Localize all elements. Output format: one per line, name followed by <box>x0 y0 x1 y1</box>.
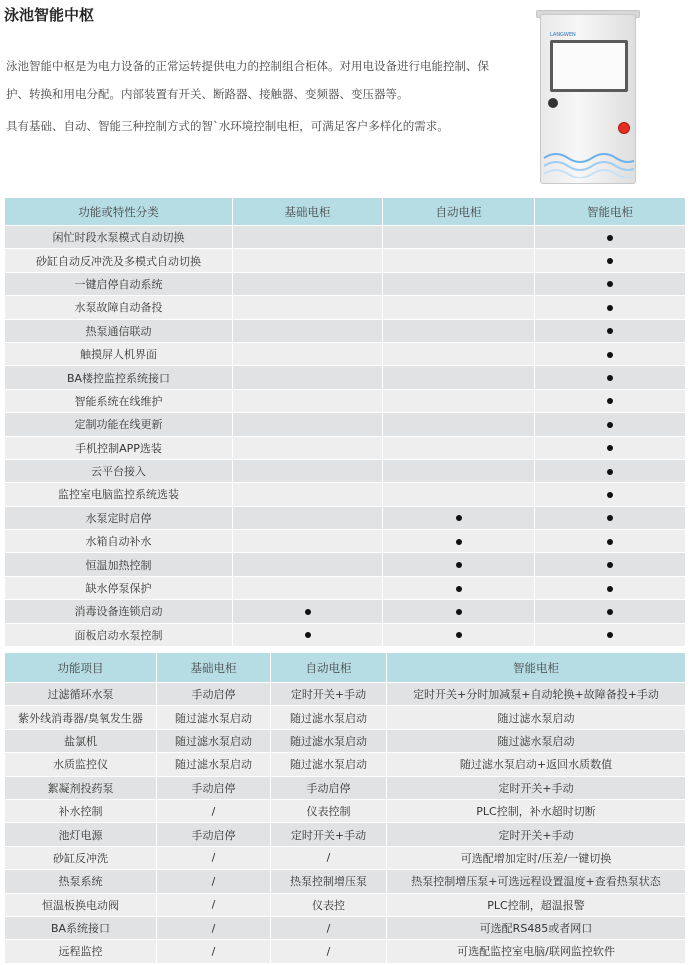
table-row <box>5 319 686 342</box>
emergency-stop-icon <box>618 122 630 134</box>
cell-auto: / <box>271 940 387 963</box>
cell-basic <box>233 249 383 272</box>
table-row <box>5 600 686 623</box>
cell-smart: 可选配监控室电脑/联网监控软件 <box>387 940 686 963</box>
function-name: 絮凝剂投药泵 <box>5 776 157 799</box>
table-row <box>5 776 686 799</box>
cell-auto <box>383 506 535 529</box>
table-row <box>5 870 686 893</box>
table-row <box>5 846 686 869</box>
cell-basic <box>233 576 383 599</box>
feature-name: 云平台接入 <box>5 459 233 482</box>
cell-smart <box>535 553 686 576</box>
table-row <box>5 753 686 776</box>
cell-basic: / <box>157 870 271 893</box>
cell-auto <box>383 623 535 646</box>
cell-basic <box>233 483 383 506</box>
bullet-icon <box>607 305 613 311</box>
table-row <box>5 683 686 706</box>
cell-auto: 仪表控 <box>271 893 387 916</box>
cell-basic: / <box>157 940 271 963</box>
bullet-icon <box>607 586 613 592</box>
cell-basic <box>233 436 383 459</box>
cell-smart <box>535 272 686 295</box>
cell-smart: 可选配RS485或者网口 <box>387 916 686 939</box>
table-row <box>5 553 686 576</box>
feature-name: 面板启动水泵控制 <box>5 623 233 646</box>
cell-auto: 随过滤水泵启动 <box>271 753 387 776</box>
cell-smart: 随过滤水泵启动+返回水质数值 <box>387 753 686 776</box>
control-cabinet-image <box>536 10 640 185</box>
function-name: 水质监控仪 <box>5 753 157 776</box>
function-detail-table <box>4 652 686 964</box>
cell-smart <box>535 249 686 272</box>
cell-basic <box>233 459 383 482</box>
table-row <box>5 940 686 963</box>
feature-name: 水箱自动补水 <box>5 530 233 553</box>
bullet-icon <box>607 609 613 615</box>
page-title: 泳池智能中枢 <box>4 6 95 24</box>
cell-smart: 随过滤水泵启动 <box>387 729 686 752</box>
touchscreen-icon <box>550 40 628 92</box>
table-row <box>5 799 686 822</box>
cell-basic: 随过滤水泵启动 <box>157 753 271 776</box>
cell-smart: 定时开关+手动 <box>387 776 686 799</box>
header-feature: 功能或特性分类 <box>5 198 233 226</box>
cell-basic: 随过滤水泵启动 <box>157 706 271 729</box>
function-name: 热泵系统 <box>5 870 157 893</box>
table-row <box>5 342 686 365</box>
table-row <box>5 893 686 916</box>
function-name: 池灯电源 <box>5 823 157 846</box>
intro-text <box>6 52 506 144</box>
cell-auto <box>383 576 535 599</box>
feature-name: 砂缸自动反冲洗及多模式自动切换 <box>5 249 233 272</box>
cell-basic: 手动启停 <box>157 823 271 846</box>
header-auto: 自动电柜 <box>383 198 535 226</box>
function-name: 盐氯机 <box>5 729 157 752</box>
function-name: 紫外线消毒器/臭氧发生器 <box>5 706 157 729</box>
bullet-icon <box>305 609 311 615</box>
cell-basic <box>233 413 383 436</box>
cell-basic <box>233 272 383 295</box>
cell-auto <box>383 413 535 436</box>
table-row <box>5 823 686 846</box>
cell-basic: / <box>157 893 271 916</box>
cell-basic <box>233 296 383 319</box>
cell-basic <box>233 553 383 576</box>
table-row <box>5 483 686 506</box>
feature-name: 水泵定时启停 <box>5 506 233 529</box>
table-row <box>5 506 686 529</box>
table-row <box>5 706 686 729</box>
table-row <box>5 413 686 436</box>
table-row <box>5 916 686 939</box>
bullet-icon <box>607 632 613 638</box>
cell-auto <box>383 366 535 389</box>
cell-auto <box>383 272 535 295</box>
table-row <box>5 729 686 752</box>
feature-name: 智能系统在线维护 <box>5 389 233 412</box>
bullet-icon <box>607 398 613 404</box>
cell-auto <box>383 389 535 412</box>
cell-smart: 定时开关+手动 <box>387 823 686 846</box>
feature-comparison-table <box>4 197 686 647</box>
table-row <box>5 459 686 482</box>
bullet-icon <box>607 352 613 358</box>
function-name: BA系统接口 <box>5 916 157 939</box>
cell-basic: 手动启停 <box>157 683 271 706</box>
cell-basic <box>233 506 383 529</box>
cell-basic: 随过滤水泵启动 <box>157 729 271 752</box>
cell-smart <box>535 436 686 459</box>
cell-auto: 随过滤水泵启动 <box>271 729 387 752</box>
table-header-row <box>5 653 686 683</box>
bullet-icon <box>456 586 462 592</box>
cell-basic: 手动启停 <box>157 776 271 799</box>
cell-smart: 随过滤水泵启动 <box>387 706 686 729</box>
cell-auto <box>383 319 535 342</box>
cell-smart <box>535 319 686 342</box>
bullet-icon <box>607 515 613 521</box>
table-row <box>5 623 686 646</box>
header-smart: 智能电柜 <box>387 653 686 683</box>
feature-name: 缺水停泵保护 <box>5 576 233 599</box>
cell-smart <box>535 413 686 436</box>
cell-auto <box>383 600 535 623</box>
cell-auto <box>383 459 535 482</box>
table-row <box>5 530 686 553</box>
cell-auto: 仪表控制 <box>271 799 387 822</box>
cell-auto <box>383 436 535 459</box>
cell-auto: 定时开关+手动 <box>271 823 387 846</box>
bullet-icon <box>607 258 613 264</box>
cell-smart <box>535 366 686 389</box>
header-smart: 智能电柜 <box>535 198 686 226</box>
cell-auto: 定时开关+手动 <box>271 683 387 706</box>
feature-name: 水泵故障自动备投 <box>5 296 233 319</box>
cabinet-logo: LANGWEN <box>550 32 576 38</box>
cell-smart <box>535 600 686 623</box>
function-name: 过滤循环水泵 <box>5 683 157 706</box>
bullet-icon <box>305 632 311 638</box>
cell-smart <box>535 342 686 365</box>
function-name: 补水控制 <box>5 799 157 822</box>
cell-basic <box>233 530 383 553</box>
cell-smart <box>535 389 686 412</box>
bullet-icon <box>456 562 462 568</box>
cell-smart <box>535 483 686 506</box>
cell-basic <box>233 389 383 412</box>
cell-auto: 随过滤水泵启动 <box>271 706 387 729</box>
cell-auto: 热泵控制增压泵 <box>271 870 387 893</box>
cell-smart <box>535 459 686 482</box>
table-row <box>5 366 686 389</box>
cell-smart <box>535 576 686 599</box>
bullet-icon <box>607 539 613 545</box>
cell-auto <box>383 483 535 506</box>
water-wave-icon <box>542 148 634 178</box>
cell-auto <box>383 342 535 365</box>
function-name: 远程监控 <box>5 940 157 963</box>
feature-name: 热泵通信联动 <box>5 319 233 342</box>
cell-smart <box>535 506 686 529</box>
bullet-icon <box>607 492 613 498</box>
feature-name: BA楼控监控系统接口 <box>5 366 233 389</box>
table-row <box>5 226 686 249</box>
cell-auto: / <box>271 846 387 869</box>
bullet-icon <box>607 445 613 451</box>
bullet-icon <box>607 281 613 287</box>
cell-basic <box>233 226 383 249</box>
function-name: 恒温板换电动阀 <box>5 893 157 916</box>
bullet-icon <box>607 375 613 381</box>
cell-basic: / <box>157 799 271 822</box>
cell-basic <box>233 342 383 365</box>
cell-basic: / <box>157 916 271 939</box>
cell-auto <box>383 249 535 272</box>
cell-basic <box>233 600 383 623</box>
bullet-icon <box>607 328 613 334</box>
cell-auto <box>383 296 535 319</box>
cell-smart: 热泵控制增压泵+可选远程设置温度+查看热泵状态 <box>387 870 686 893</box>
table-row <box>5 296 686 319</box>
feature-name: 定制功能在线更新 <box>5 413 233 436</box>
feature-name: 恒温加热控制 <box>5 553 233 576</box>
cell-smart: PLC控制，补水超时切断 <box>387 799 686 822</box>
table-row <box>5 389 686 412</box>
door-lock-icon <box>548 98 558 108</box>
feature-name: 闲忙时段水泵模式自动切换 <box>5 226 233 249</box>
header-auto: 自动电柜 <box>271 653 387 683</box>
intro-paragraph-2: 具有基础、自动、智能三种控制方式的智`水环境控制电柜，可满足客户多样化的需求。 <box>6 119 449 133</box>
cell-smart: 定时开关+分时加减泵+自动轮换+故障备投+手动 <box>387 683 686 706</box>
bullet-icon <box>456 632 462 638</box>
cell-basic: / <box>157 846 271 869</box>
feature-name: 触摸屏人机界面 <box>5 342 233 365</box>
header-basic: 基础电柜 <box>157 653 271 683</box>
cell-auto <box>383 553 535 576</box>
cell-basic <box>233 319 383 342</box>
bullet-icon <box>607 469 613 475</box>
cell-basic <box>233 366 383 389</box>
table-row <box>5 576 686 599</box>
cell-smart <box>535 296 686 319</box>
bullet-icon <box>456 515 462 521</box>
table-header-row <box>5 198 686 226</box>
feature-name: 监控室电脑监控系统选装 <box>5 483 233 506</box>
table-row <box>5 249 686 272</box>
header-function: 功能项目 <box>5 653 157 683</box>
bullet-icon <box>607 422 613 428</box>
bullet-icon <box>456 539 462 545</box>
cell-smart <box>535 530 686 553</box>
cell-smart: 可选配增加定时/压差/一键切换 <box>387 846 686 869</box>
cell-auto <box>383 530 535 553</box>
feature-name: 消毒设备连锁启动 <box>5 600 233 623</box>
cell-smart <box>535 226 686 249</box>
function-name: 砂缸反冲洗 <box>5 846 157 869</box>
feature-name: 手机控制APP选装 <box>5 436 233 459</box>
feature-name: 一键启停自动系统 <box>5 272 233 295</box>
cell-basic <box>233 623 383 646</box>
cell-auto: 手动启停 <box>271 776 387 799</box>
bullet-icon <box>607 235 613 241</box>
table-row <box>5 436 686 459</box>
bullet-icon <box>456 609 462 615</box>
bullet-icon <box>607 562 613 568</box>
header-basic: 基础电柜 <box>233 198 383 226</box>
cell-auto: / <box>271 916 387 939</box>
table-row <box>5 272 686 295</box>
intro-paragraph-1: 泳池智能中枢是为电力设备的正常运转提供电力的控制组合柜体。对用电设备进行电能控制、保护、转换和用电分配。内部装置有开关、断路器、接触器、变频器、变压器等。 <box>6 59 489 101</box>
cell-auto <box>383 226 535 249</box>
cell-smart: PLC控制，超温报警 <box>387 893 686 916</box>
cell-smart <box>535 623 686 646</box>
